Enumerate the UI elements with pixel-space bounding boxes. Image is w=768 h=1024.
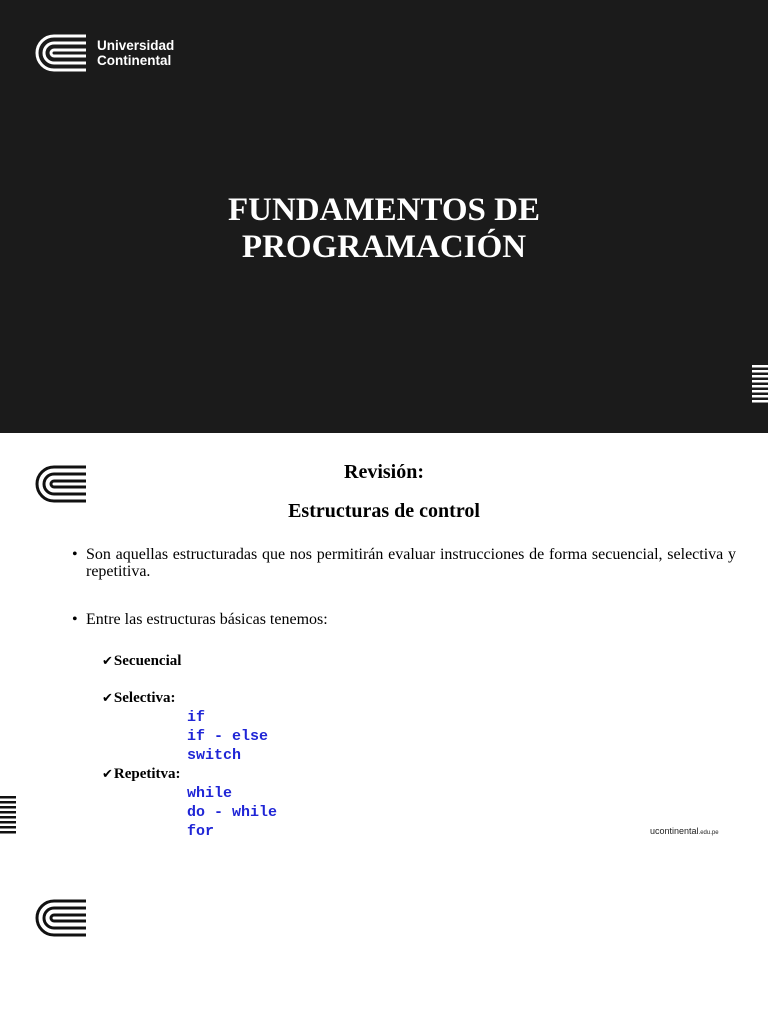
check-item-repetitiva [102,766,181,783]
bullet-item [72,546,736,580]
slide-review [0,433,768,865]
title-line-2: PROGRAMACIÓN [241,229,527,265]
check-label: Repetitva: [113,766,181,782]
continental-logo-icon [34,33,88,73]
code-line: switch [187,747,242,764]
footer-website [650,826,719,836]
code-line: while [187,785,233,802]
check-item-secuencial [102,653,181,670]
brand [34,33,174,73]
bullet-text: Son aquellas estructuradas que nos permitirán evaluar instrucciones de forma secuencial, selectiva y repetitiva. [86,546,736,580]
check-label: Secuencial [113,653,182,669]
website-suffix: .edu.pe [698,830,719,836]
check-item-selectiva [102,690,176,707]
review-heading: Revisión: [344,461,424,483]
bullet-item [72,611,736,628]
checkmark-icon: ✔ [102,654,113,669]
code-list-repetitiva [187,784,277,841]
bullet-icon: • [72,611,78,628]
code-line: if - else [187,728,269,745]
checkmark-icon: ✔ [102,691,113,706]
control-structures-heading: Estructuras de control [288,500,480,522]
check-label: Selectiva: [113,690,176,706]
slide-next [0,865,768,1024]
code-list-selectiva [187,708,268,765]
bullet-text: Entre las estructuras básicas tenemos: [86,611,328,628]
slide-title-text [0,192,768,266]
title-line-1: FUNDAMENTOS DE [227,192,540,228]
code-line: if [187,709,206,726]
slide-title [0,0,768,433]
continental-logo-icon [34,898,88,938]
code-line: for [187,823,215,840]
bullet-icon: • [72,546,78,563]
website-name: ucontinental [650,826,699,836]
checkmark-icon: ✔ [102,767,113,782]
stripes-icon [752,365,768,407]
code-line: do - while [187,804,278,821]
stripes-icon [0,796,16,838]
brand-line-1: Universidad [97,38,175,53]
brand-line-2: Continental [97,53,172,68]
